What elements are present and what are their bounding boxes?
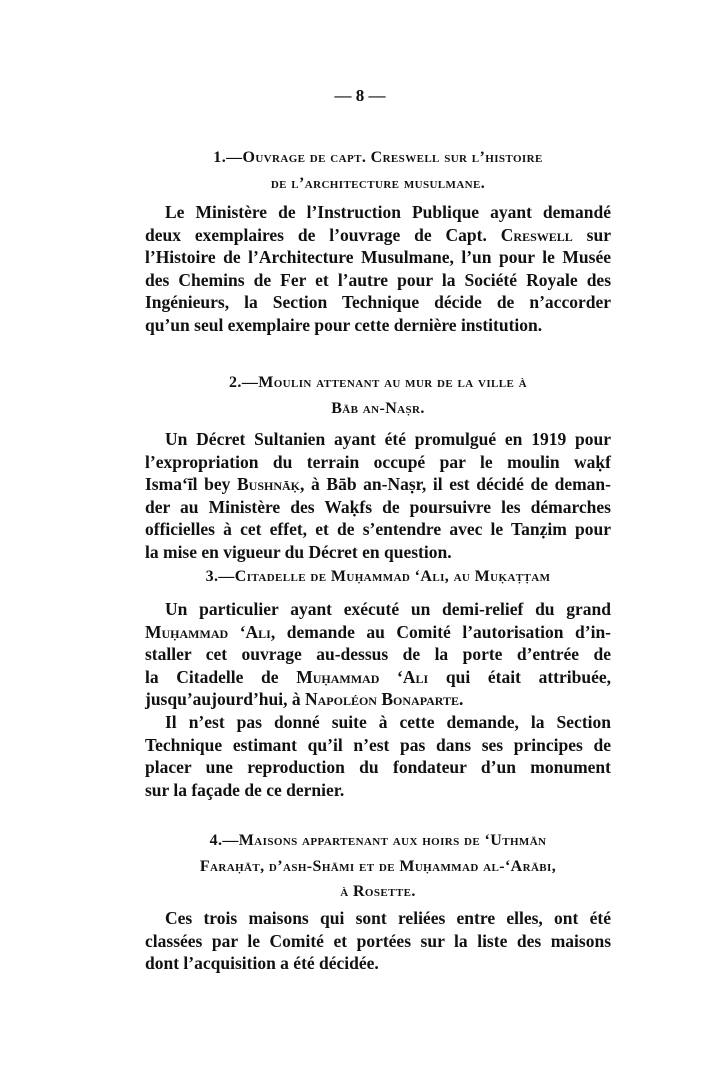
text-line — [145, 666, 611, 689]
heading-line — [145, 828, 611, 854]
text-run: Le Ministère de l’Instruction Publique ayant demandé — [165, 202, 611, 222]
text-line — [145, 952, 611, 975]
text-line — [145, 269, 611, 292]
text-line — [145, 291, 611, 314]
text-run: . — [459, 689, 464, 710]
text-run: Ces trois maisons qui sont reliées entre elles, ont été — [165, 908, 611, 928]
heading-line — [145, 879, 611, 905]
text-line — [145, 621, 611, 644]
text-run: Bushnāḳ — [237, 474, 301, 495]
text-run: jusqu’aujourd’hui, à — [145, 689, 305, 710]
text-run: Isma‘īl bey — [145, 474, 237, 495]
text-run: dont l’acquisition a été décidée. — [145, 953, 379, 974]
text-run: deux exemplaires de l’ouvrage de Capt. — [145, 224, 501, 245]
text-run: à Rosette. — [340, 883, 416, 900]
text-line — [145, 496, 611, 519]
text-run: Un Décret Sultanien ayant été promulgué en 1919 pour — [165, 429, 611, 449]
text-run: Un particulier ayant exécuté un demi-relief du grand — [165, 599, 611, 619]
heading-line — [145, 370, 611, 396]
text-line — [145, 598, 611, 621]
text-line — [145, 643, 611, 666]
page-number: — 8 — — [334, 86, 386, 105]
heading-line — [145, 564, 611, 590]
text-run: der au Ministère des Waḳfs de poursuivre les démarches — [145, 496, 611, 517]
text-run: Muḥammad ‘Ali — [145, 621, 271, 642]
section-heading — [145, 564, 611, 590]
text-line — [145, 518, 611, 541]
text-run: sur — [572, 224, 611, 245]
section-paragraph — [145, 907, 611, 975]
text-run: , à Bāb an-Naṣr, il est décidé de deman- — [300, 474, 611, 495]
text-run: 2.—Moulin attenant au mur de la ville à — [229, 374, 527, 391]
text-line — [145, 734, 611, 757]
text-run: , demande au Comité l’autorisation d’in- — [270, 621, 612, 642]
section-paragraph — [145, 201, 611, 337]
section-heading — [145, 145, 611, 196]
text-run: l’Histoire de l’Architecture Musulmane, l’un pour le Musée — [145, 247, 611, 268]
section-heading — [145, 370, 611, 421]
text-line — [145, 428, 611, 451]
text-line — [145, 756, 611, 779]
text-line — [145, 711, 611, 734]
text-run: l’expropriation du terrain occupé par le moulin waḳf — [145, 451, 611, 472]
text-run: Napoléon Bonaparte — [305, 689, 460, 710]
text-run: la Citadelle de — [145, 666, 297, 687]
section-paragraph — [145, 598, 611, 801]
text-line — [145, 688, 611, 711]
text-run: officielles à cet effet, et de s’entendre avec le Tanẓim pour — [145, 519, 611, 540]
heading-line — [145, 396, 611, 422]
text-line — [145, 473, 611, 496]
text-run: qu’un seul exemplaire pour cette dernière institution. — [145, 314, 543, 335]
section-paragraph — [145, 428, 611, 564]
text-run: Il n’est pas donné suite à cette demande, la Section — [165, 711, 611, 732]
text-run: Technique estimant qu’il n’est pas dans ses principes de — [145, 734, 611, 755]
text-line — [145, 779, 611, 802]
text-run: 4.—Maisons appartenant aux hoirs de ‘Uthmān — [209, 832, 547, 849]
text-run: placer une reproduction du fondateur d’un monument — [145, 757, 611, 778]
heading-line — [145, 171, 611, 197]
text-line — [145, 246, 611, 269]
text-run: Faraḥāt, d’ash-Shāmi et de Muḥammad al-‘Arābi, — [199, 857, 557, 875]
text-run: sur la façade de ce dernier. — [145, 779, 345, 800]
text-run: classées par le Comité et portées sur la liste des maisons — [145, 930, 611, 951]
text-line — [145, 451, 611, 474]
heading-line — [145, 854, 611, 880]
text-run: la mise en vigueur du Décret en question. — [145, 541, 452, 562]
text-run: staller cet ouvrage au-dessus de la porte d’entrée de — [145, 644, 611, 665]
section-heading — [145, 828, 611, 905]
text-line — [145, 224, 611, 247]
text-run: des Chemins de Fer et l’autre pour la Société Royale des — [145, 269, 611, 290]
heading-line — [145, 145, 611, 171]
text-run: de l’architecture musulmane. — [270, 174, 486, 192]
text-run: Ingénieurs, la Section Technique décide de n’accorder — [145, 292, 611, 313]
text-run: Muḥammad ‘Ali — [296, 666, 429, 687]
text-run: qui était attribuée, — [428, 666, 611, 687]
text-line — [145, 201, 611, 224]
text-run: Creswell — [500, 224, 573, 245]
text-run: 1.—Ouvrage de capt. Creswell sur l’histoire — [213, 149, 543, 166]
text-line — [145, 314, 611, 337]
text-run: Bāb an-Naṣr. — [331, 399, 425, 417]
text-line — [145, 541, 611, 564]
text-line — [145, 907, 611, 930]
text-run: 3.—Citadelle de Muḥammad ‘Ali, au Muḳaṭṭam — [205, 568, 551, 585]
text-line — [145, 930, 611, 953]
